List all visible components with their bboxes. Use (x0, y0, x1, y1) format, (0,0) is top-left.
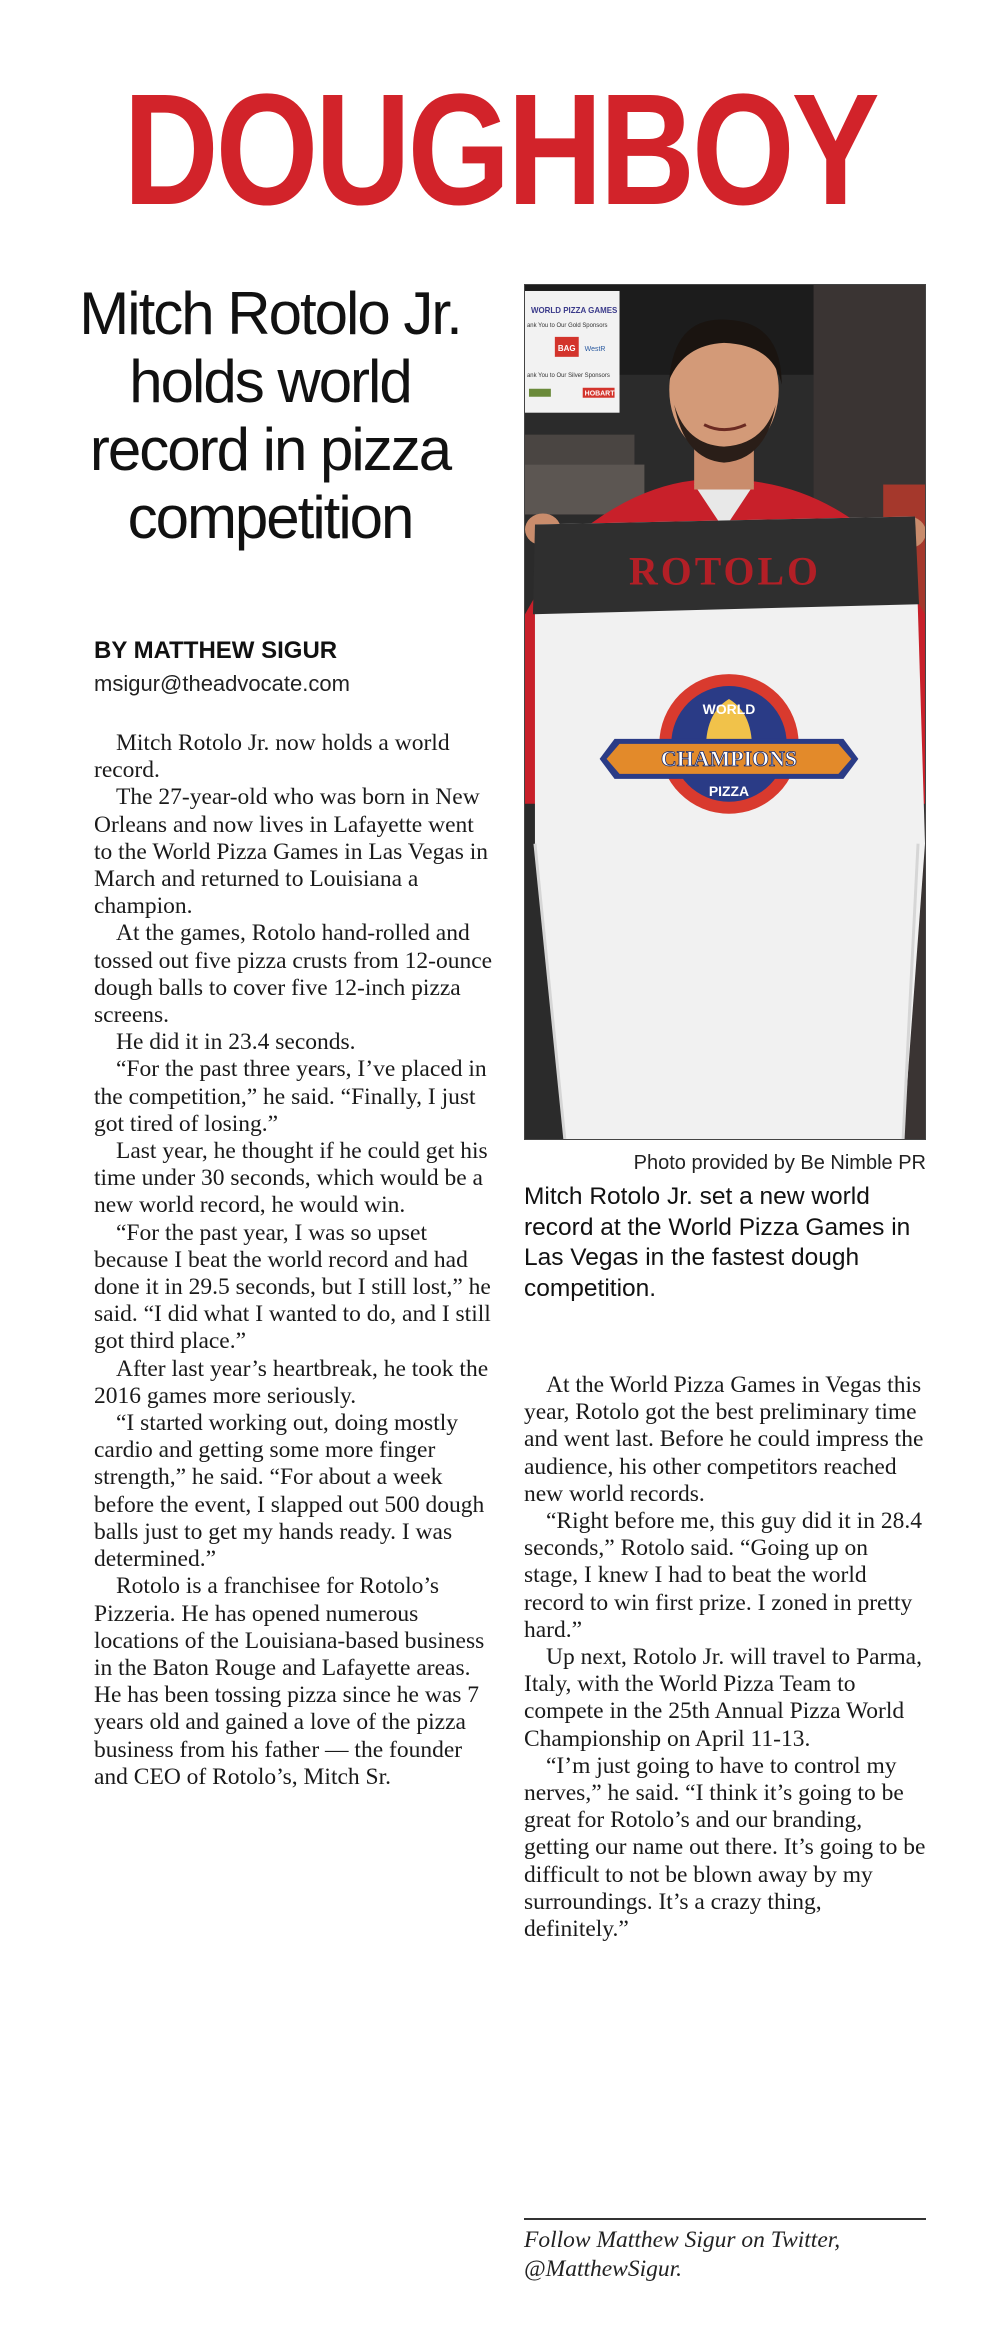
section-kicker: DOUGHBOY (123, 61, 877, 238)
paragraph: “I’m just going to have to control my nerves,” he said. “I think it’s going to be great for Rotolo’s and our branding, getting our name out there. It’s going to be difficult to not be blown away by my surroundings. It’s a crazy thing, definitely.” (524, 1752, 926, 1943)
article-column-left (94, 730, 496, 1791)
paragraph: He did it in 23.4 seconds. (116, 1029, 356, 1056)
tagline-divider (524, 2218, 926, 2220)
byline: BY MATTHEW SIGUR (94, 637, 338, 664)
paragraph: The 27-year-old who was born in New Orleans and now lives in Lafayette went to the World Pizza Games in Las Vegas in March and returned to Louisiana a champion. (94, 784, 489, 920)
photo-illustration (525, 285, 925, 1139)
photo-caption: Mitch Rotolo Jr. set a new world record at the World Pizza Games in Las Vegas in the fastest dough competition. (524, 1183, 911, 1302)
paragraph: After last year’s heartbreak, he took the 2016 games more seriously. (94, 1355, 489, 1409)
paragraph: At the World Pizza Games in Vegas this year, Rotolo got the best preliminary time and went last. Before he could impress the audience, his other competitors reached new world records. (524, 1372, 924, 1507)
banner-logo-west: WestR (584, 345, 606, 353)
author-email[interactable]: msigur@theadvocate.com (94, 671, 350, 696)
patch-bottom-text: PIZZA (708, 782, 750, 799)
banner-title: WORLD PIZZA GAMES (530, 305, 618, 315)
article-photo (524, 284, 926, 1140)
paragraph: “I started working out, doing mostly cardio and getting some more finger strength,” he said. “For about a week before the event, I slapped out 500 dough balls just to get my hands ready. I was determined.” (94, 1410, 485, 1573)
banner-logo-hobart: HOBART (584, 390, 615, 398)
paragraph: Rotolo is a franchisee for Rotolo’s Pizzeria. He has opened numerous locations of the Louisiana-based business in the Baton Rouge and Lafayette areas. He has been tossing pizza since he was 7 years old and gained a love of the pizza business from his father — the founder and CEO of Rotolo’s, Mitch Sr. (94, 1573, 485, 1790)
banner-gold-line: ank You to Our Gold Sponsors (526, 322, 608, 329)
paragraph: “For the past year, I was so upset because I beat the world record and had done it in 29.5 seconds, but I still lost,” he said. “I did what I wanted to do, and I still got third place.” (94, 1219, 491, 1355)
paragraph: “Right before me, this guy did it in 28.4 seconds,” Rotolo said. “Going up on stage, I knew I had to beat the world record to win first prize. I zoned in pretty hard.” (524, 1508, 922, 1643)
paragraph: Up next, Rotolo Jr. will travel to Parma, Italy, with the World Pizza Team to compete in the 25th Annual Pizza World Championship on April 11-13. (524, 1644, 922, 1752)
photo-credit: Photo provided by Be Nimble PR (633, 1152, 926, 1174)
article-column-right (524, 1372, 926, 1943)
author-social-tagline: Follow Matthew Sigur on Twitter, @MatthewSigur. (524, 2227, 841, 2282)
banner-logo-bag: BAG (557, 343, 576, 353)
paragraph: Last year, he thought if he could get his time under 30 seconds, which would be a new world record, he would win. (94, 1138, 488, 1219)
paragraph: At the games, Rotolo hand-rolled and tossed out five pizza crusts from 12-ounce dough balls to cover five 12-inch pizza screens. (94, 920, 493, 1029)
headline: Mitch Rotolo Jr. holds world record in pizza competition (79, 280, 461, 551)
patch-top-text: WORLD (702, 700, 756, 717)
paragraph: Mitch Rotolo Jr. now holds a world record. (94, 730, 450, 784)
paragraph: “For the past three years, I’ve placed in the competition,” he said. “Finally, I just got tired of losing.” (94, 1056, 487, 1137)
patch-middle-text: CHAMPIONS (660, 745, 798, 771)
banner-silver-line: ank You to Our Silver Sponsors (526, 372, 610, 379)
jacket-name: ROTOLO (629, 548, 821, 594)
